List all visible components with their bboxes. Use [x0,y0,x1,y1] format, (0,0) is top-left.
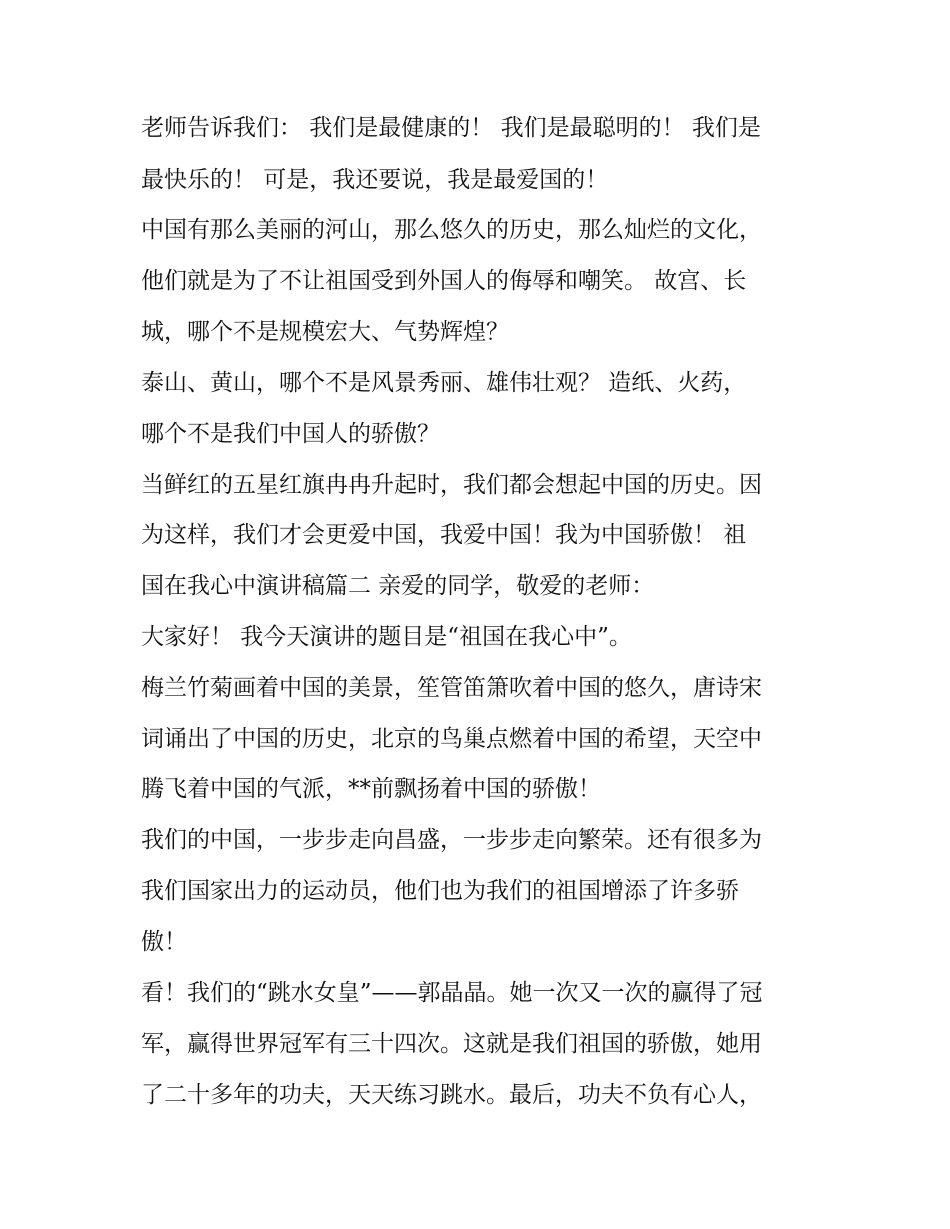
text-line: 泰山、黄山，哪个不是风景秀丽、雄伟壮观？ 造纸、火药， [141,370,747,396]
text-line: 词诵出了中国的历史，北京的鸟巢点燃着中国的希望，天空中 [141,726,762,752]
text-line: 梅兰竹菊画着中国的美景，笙管笛箫吹着中国的悠久，唐诗宋 [141,675,762,701]
text-line: 我们国家出力的运动员，他们也为我们的祖国增添了许多骄 [141,878,739,904]
text-line: 当鲜红的五星红旗冉冉升起时，我们都会想起中国的历史。因 [141,472,762,498]
text-line: 大家好！ 我今天演讲的题目是“祖国在我心中”。 [141,624,632,650]
text-line: 国在我心中演讲稿篇二 亲爱的同学，敬爱的老师： [141,573,655,599]
text-line: 老师告诉我们： 我们是最健康的！ 我们是最聪明的！ 我们是 [141,115,761,141]
text-line: 城，哪个不是规模宏大、气势辉煌？ [141,319,509,345]
text-line: 了二十多年的功夫，天天练习跳水。最后，功夫不负有心人， [141,1082,762,1108]
text-line: 军，赢得世界冠军有三十四次。这就是我们祖国的骄傲，她用 [141,1031,762,1057]
text-line: 我们的中国，一步步走向昌盛，一步步走向繁荣。还有很多为 [141,827,762,853]
text-line: 最快乐的！ 可是，我还要说，我是最爱国的！ [141,167,609,193]
text-line: 看！我们的“跳水女皇”——郭晶晶。她一次又一次的赢得了冠 [141,980,763,1006]
text-line: 哪个不是我们中国人的骄傲？ [141,421,440,447]
text-line: 为这样，我们才会更爱中国，我爱中国！我为中国骄傲！ 祖 [141,522,747,548]
text-line: 他们就是为了不让祖国受到外国人的侮辱和嘲笑。 故宫、长 [141,268,747,294]
text-line: 腾飞着中国的气派，**前飘扬着中国的骄傲！ [141,776,601,802]
text-line: 中国有那么美丽的河山，那么悠久的历史，那么灿烂的文化， [141,217,762,243]
text-line: 傲！ [141,929,187,955]
